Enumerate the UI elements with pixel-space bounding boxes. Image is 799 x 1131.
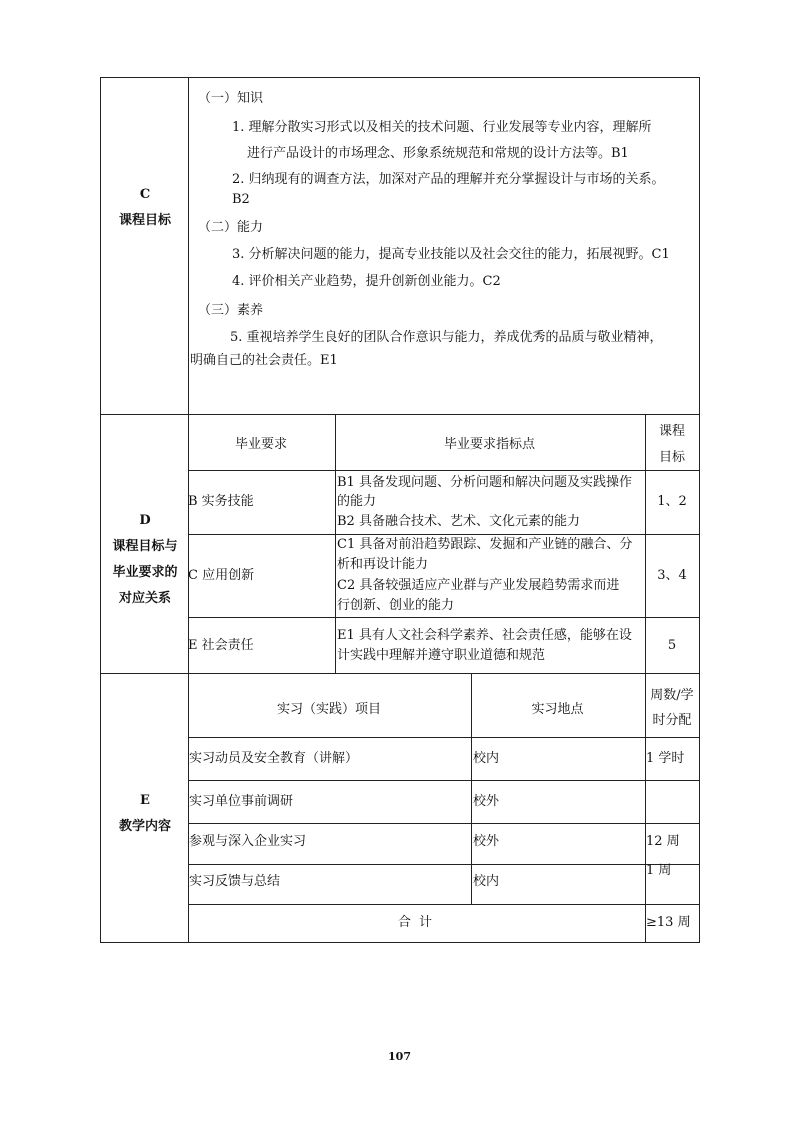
d-row2-requirement: C 应用创新 xyxy=(188,568,255,583)
objective-2-line2: B2 xyxy=(232,192,250,207)
page-number: 107 xyxy=(388,1050,411,1063)
e-header-row-border xyxy=(188,737,699,738)
e-row1-place: 校内 xyxy=(473,751,500,766)
d-row3-goal: 5 xyxy=(667,638,677,653)
e-row3-place: 校外 xyxy=(473,834,500,849)
e-row4-item: 实习反馈与总结 xyxy=(189,874,281,889)
e-row1-hours: 1 学时 xyxy=(646,751,685,766)
e-total-value: ≥13 周 xyxy=(646,915,691,930)
d-header-goal-line2: 目标 xyxy=(658,450,685,465)
d-row1-border xyxy=(188,534,699,535)
e-row2-place: 校外 xyxy=(473,794,500,809)
e-row3-hours: 12 周 xyxy=(646,834,680,849)
d-row2-indicator-line2: 析和再设计能力 xyxy=(337,557,429,572)
e-row2-border xyxy=(188,823,699,824)
section-d-title-line3: 对应关系 xyxy=(118,591,171,606)
d-row1-indicator-line1: B1 具备发现问题、分析问题和解决问题及实践操作 xyxy=(337,475,632,490)
e-row4-hours: 1 周 xyxy=(646,863,672,878)
e-row3-item: 参观与深入企业实习 xyxy=(189,834,307,849)
ability-heading: （二）能力 xyxy=(198,220,264,235)
e-row2-item: 实习单位事前调研 xyxy=(189,794,294,809)
section-e-code: E xyxy=(140,793,150,808)
e-header-place: 实习地点 xyxy=(531,702,584,717)
e-header-hours-line2: 时分配 xyxy=(652,713,692,728)
d-row2-indicator-line1: C1 具备对前沿趋势跟踪、发掘和产业链的融合、分 xyxy=(337,537,633,552)
objective-2-line1: 2. 归纳现有的调查方法，加深对产品的理解并充分掌握设计与市场的关系。 xyxy=(232,172,665,187)
e-row3-border xyxy=(188,864,699,865)
e-header-item: 实习（实践）项目 xyxy=(276,702,381,717)
section-c-bottom-border xyxy=(101,414,699,415)
d-row2-border xyxy=(188,617,699,618)
d-row1-requirement: B 实务技能 xyxy=(188,494,254,509)
section-d-title-line1: 课程目标与 xyxy=(112,539,178,554)
d-row1-indicator-line2: 的能力 xyxy=(337,494,377,509)
objective-5-line1: 5. 重视培养学生良好的团队合作意识与能力，养成优秀的品质与敬业精神， xyxy=(230,330,663,345)
section-c-code: C xyxy=(139,187,151,202)
section-c-title: 课程目标 xyxy=(118,213,171,228)
objective-1-line1: 1. 理解分散实习形式以及相关的技术问题、行业发展等专业内容，理解所 xyxy=(232,120,652,135)
d-row2-indicator-line3: C2 具备较强适应产业群与产业发展趋势需求而进 xyxy=(337,578,620,593)
d-row2-goal: 3、4 xyxy=(657,568,687,583)
e-row4-place: 校内 xyxy=(473,874,500,889)
section-d-label xyxy=(101,508,189,612)
section-d-bottom-border xyxy=(101,673,699,674)
objective-4: 4. 评价相关产业趋势，提升创新创业能力。C2 xyxy=(232,274,501,289)
e-row1-item: 实习动员及安全教育（讲解） xyxy=(189,751,359,766)
e-row1-border xyxy=(188,780,699,781)
d-row3-indicator-line2: 计实践中理解并遵守职业道德和规范 xyxy=(337,648,546,663)
e-header-hours-line1: 周数/学 xyxy=(650,688,694,703)
d-header-indicator: 毕业要求指标点 xyxy=(443,437,535,452)
e-row4-border xyxy=(188,904,699,905)
d-header-goal-line1: 课程 xyxy=(658,424,685,439)
d-header-row-border xyxy=(188,470,699,471)
knowledge-heading: （一）知识 xyxy=(198,91,264,106)
objective-1-line2: 进行产品设计的市场理念、形象系统规范和常规的设计方法等。B1 xyxy=(247,146,629,161)
section-e-title: 教学内容 xyxy=(118,819,171,834)
section-e-label xyxy=(101,788,189,840)
literacy-heading: （三）素养 xyxy=(198,303,264,318)
objective-3: 3. 分析解决问题的能力，提高专业技能以及社会交往的能力，拓展视野。C1 xyxy=(232,247,670,262)
section-d-title-line2: 毕业要求的 xyxy=(112,565,178,580)
section-c-label xyxy=(101,182,189,234)
d-row1-goal: 1、2 xyxy=(657,494,687,509)
d-row2-indicator-line4: 行创新、创业的能力 xyxy=(337,598,455,613)
d-row3-requirement: E 社会责任 xyxy=(188,638,254,653)
d-header-requirement: 毕业要求 xyxy=(234,437,287,452)
d-row1-indicator-line3: B2 具备融合技术、艺术、文化元素的能力 xyxy=(337,514,580,529)
e-total-label: 合 计 xyxy=(397,915,435,930)
d-row3-indicator-line1: E1 具有人文社会科学素养、社会责任感，能够在设 xyxy=(337,628,632,643)
objective-5-line2: 明确自己的社会责任。E1 xyxy=(190,353,338,368)
section-d-code: D xyxy=(139,513,151,528)
